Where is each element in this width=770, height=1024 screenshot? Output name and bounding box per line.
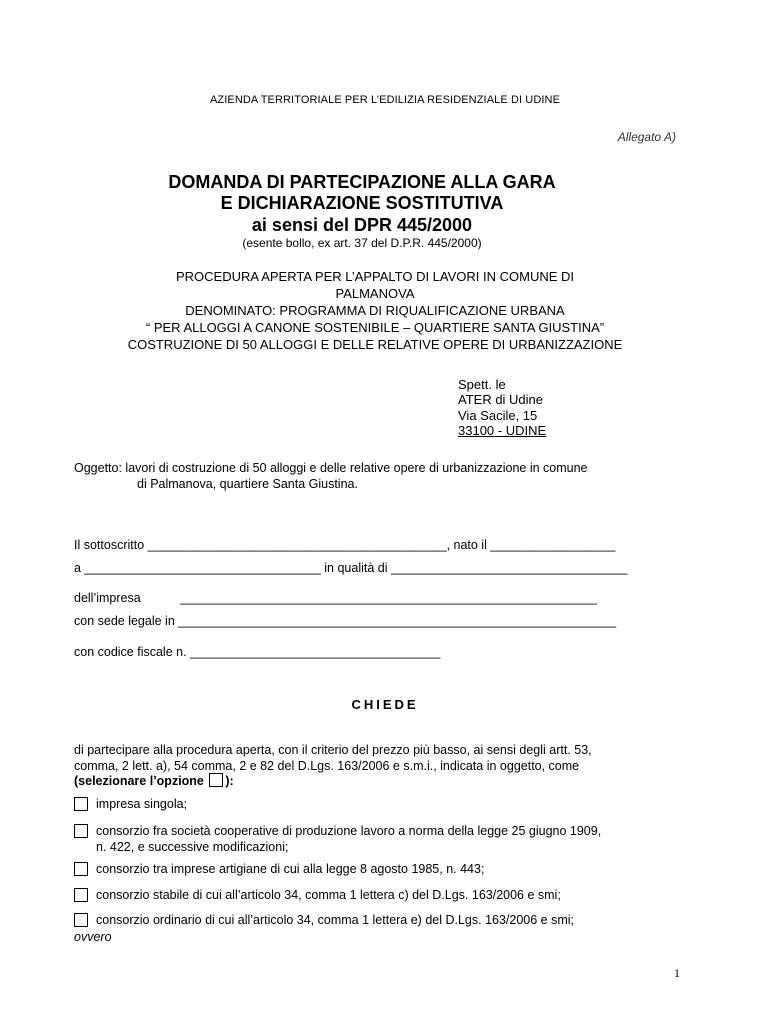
option-checkbox[interactable]	[74, 913, 88, 927]
recipient-city: 33100 - UDINE	[458, 423, 547, 438]
select-instruction	[74, 773, 678, 789]
subject-line-2: di Palmanova, quartiere Santa Giustina.	[137, 477, 358, 491]
title-line-1: DOMANDA DI PARTECIPAZIONE ALLA GARA	[168, 172, 556, 192]
option-label: consorzio stabile di cui all’articolo 34, comma 1 lettera c) del D.Lgs. 163/2006 e smi;	[96, 888, 561, 902]
subject-line-1: Oggetto: lavori di costruzione di 50 alloggi e delle relative opere di urbanizzazione in comune	[74, 461, 588, 475]
registered-office-field[interactable]: con sede legale in _______________________________________________________________	[74, 614, 617, 628]
select-instruction-end: ):	[225, 774, 234, 788]
or-label: ovvero	[74, 930, 112, 944]
option-checkbox[interactable]	[74, 797, 88, 811]
undersigned-field[interactable]: Il sottoscritto ___________________________________________, nato il __________________	[74, 538, 616, 552]
procedure-line-2: PALMANOVA	[335, 286, 415, 301]
option-label-continued: n. 422, e successive modificazioni;	[96, 840, 289, 854]
option-single-company[interactable]	[74, 796, 684, 812]
attachment-label: Allegato A)	[617, 130, 676, 144]
agency-header: AZIENDA TERRITORIALE PER L’EDILIZIA RESIDENZIALE DI UDINE	[209, 94, 561, 106]
procedure-line-5: COSTRUZIONE DI 50 ALLOGGI E DELLE RELATIVE OPERE DI URBANIZZAZIONE	[127, 337, 623, 352]
option-artisan-consortium[interactable]	[74, 861, 684, 877]
recipient-street: Via Sacile, 15	[458, 408, 538, 423]
procedure-line-4: “ PER ALLOGGI A CANONE SOSTENIBILE – QUARTIERE SANTA GIUSTINA”	[145, 320, 605, 335]
recipient-salutation: Spett. le	[458, 377, 506, 392]
place-role-field[interactable]: a __________________________________ in qualità di __________________________________	[74, 561, 628, 575]
option-checkbox[interactable]	[74, 862, 88, 876]
title-line-2: E DICHIARAZIONE SOSTITUTIVA	[220, 193, 504, 213]
option-label: consorzio tra imprese artigiane di cui alla legge 8 agosto 1985, n. 443;	[96, 862, 485, 876]
request-intro-line-2: comma, 2 lett. a), 54 comma, 2 e 82 del D.Lgs. 163/2006 e s.m.i., indicata in oggetto, come	[74, 759, 580, 773]
option-label: consorzio ordinario di cui all’articolo 34, comma 1 lettera e) del D.Lgs. 163/2006 e smi;	[96, 913, 575, 927]
procedure-line-1: PROCEDURA APERTA PER L’APPALTO DI LAVORI IN COMUNE DI	[175, 269, 575, 284]
option-cooperative-consortium[interactable]	[74, 823, 684, 855]
request-intro-line-1: di partecipare alla procedura aperta, con il criterio del prezzo più basso, ai sensi degli artt. 53,	[74, 743, 592, 757]
recipient-name: ATER di Udine	[458, 392, 544, 407]
page-number: 1	[674, 966, 680, 980]
option-label: consorzio fra società cooperative di produzione lavoro a norma della legge 25 giugno 1909,	[96, 824, 602, 838]
company-label: dell’impresa	[74, 591, 141, 605]
sample-checkbox-icon	[209, 773, 223, 787]
procedure-line-3: DENOMINATO: PROGRAMMA DI RIQUALIFICAZIONE URBANA	[185, 303, 565, 318]
option-checkbox[interactable]	[74, 824, 88, 838]
request-heading: CHIEDE	[351, 697, 419, 712]
option-ordinary-consortium[interactable]	[74, 912, 684, 928]
company-field[interactable]: ____________________________________________________________	[180, 591, 598, 605]
select-instruction-label: (selezionare l’opzione	[74, 774, 204, 788]
option-label: impresa singola;	[96, 797, 188, 811]
title-line-3: ai sensi del DPR 445/2000	[251, 215, 473, 235]
option-checkbox[interactable]	[74, 888, 88, 902]
stamp-exemption-note: (esente bollo, ex art. 37 del D.P.R. 445/2000)	[242, 236, 482, 250]
tax-code-field[interactable]: con codice fiscale n. ____________________________________	[74, 645, 441, 659]
option-stable-consortium[interactable]	[74, 887, 684, 903]
